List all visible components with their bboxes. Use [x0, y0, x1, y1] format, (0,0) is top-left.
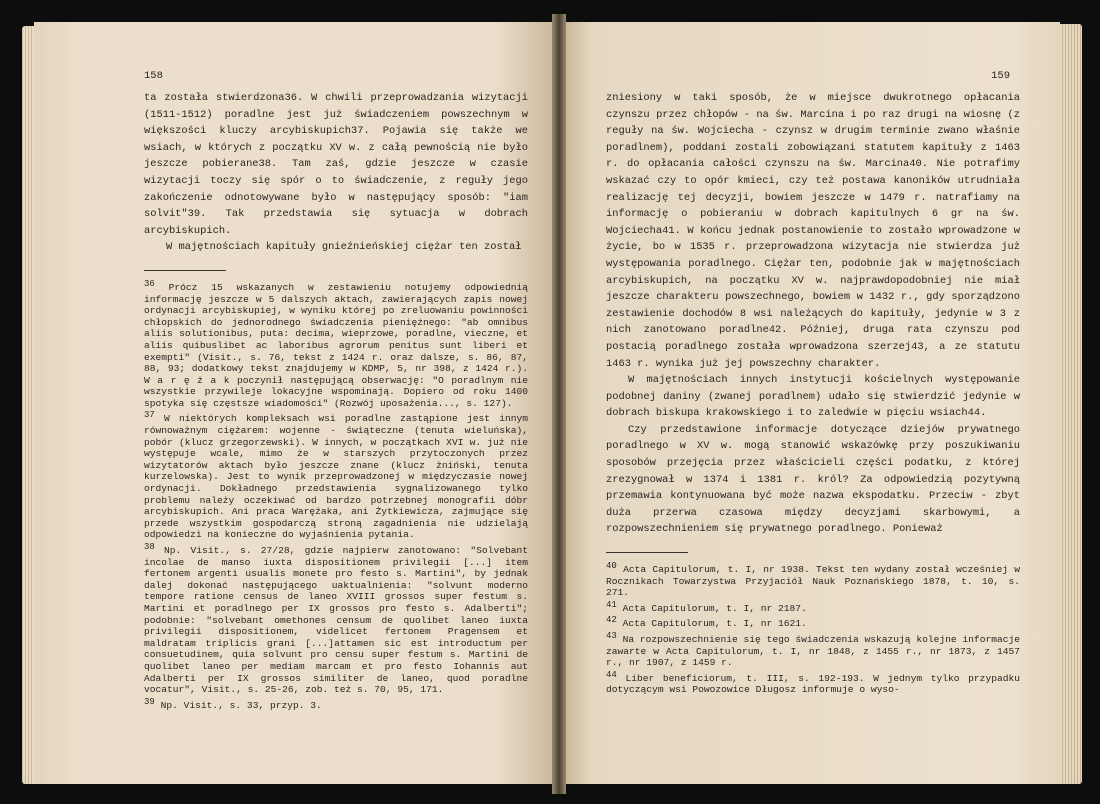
footnote-text: Prócz 15 wskazanych w zestawieniu notujemy odpowiednią informację jeszcze w 5 dalszych aktach, zawierających zapis nowej ordynacji arcybiskupiej, w wyniku której po zreluowaniu powinności chłopskich do jednorodnego świadczenia pieniężnego: "ab omnibus aliis solutionibus, puta: decima, wieprzowe, poradlne, vieczne, et aliis quibuslibet ac laboribus agrorum penitus sunt liberi et exempti" (Visit., s. 76, tekst z 1424 r. oraz dalsze, s. 86, 87, 88, 93; dodatkowy tekst znajdujemy w KDMP, 5, nr 398, z 1424 r.). W a r ę ż a k poczynił następującą obserwację: "O poradlnym nie wszystkie przywileje lokacyjne wspominają. Dopiero od roku 1400 spotyka się częstsze wiadomości" (Rozwój uposażenia..., s. 127).	[144, 281, 528, 409]
footnote-separator-left	[144, 270, 226, 271]
footnote-40	[606, 561, 1020, 599]
right-paragraph-1: zniesiony w taki sposób, że w miejsce dwukrotnego opłacania czynszu przez chłopów - na św. Marcina i po raz drugi na wiosnę (z reguły na św. Wojciecha - czynsz w drugim terminie zwano właśnie poradlnem), poddani zostali zobowiązani statutem kapituły z 1463 r. do opłacania całości czynszu na św. Marcina40. Nie potrafimy wskazać czy to opór kmieci, czy też postawa kanoników utrudniała realizację tej decyzji, bowiem jeszcze w 1479 r. natrafiamy na informację o pobieraniu w dobrach kapitulnych 6 gr na św. Wojciecha41. W końcu jednak postanowienie to zostało wprowadzone w życie, bo w 1535 r. przeprowadzona wizytacja nie stwierdza już występowania poradlnego. Ciężar ten, podobnie jak w majętnościach arcybiskupich, na początku XV w. najprawdopodobniej nie miał jeszcze charakteru powszechnego, bowiem w 1432 r., gdy sporządzono zestawienie dochodów 8 wsi należących do kapituły, jedynie w 3 z nich zanotowano poradlne42. Później, druga rata czynszu pod postacią poradlnego została wprowadzona szerzej43, a ze statutu 1463 r. wynika już jej powszechny charakter.	[606, 92, 1020, 370]
page-number-right: 159	[991, 70, 1010, 82]
footnote-text: Liber beneficiorum, t. III, s. 192-193. W jednym tylko przypadku dotyczącym wsi Powozowice Długosz informuje o wyso-	[606, 672, 1020, 696]
page-stack-right	[1060, 24, 1082, 784]
footnote-number: 38	[144, 542, 155, 552]
open-book	[22, 14, 1082, 794]
footnote-36	[144, 279, 528, 410]
footnote-38	[144, 542, 528, 696]
footnote-37	[144, 410, 528, 541]
right-paragraph-3: Czy przedstawione informacje dotyczące dziejów prywatnego poradlnego w XV w. mogą stanowić wskazówkę przy poszukiwaniu sposobów przejęcia przez właścicieli części podatku, z której zrezygnował w 1374 i 1381 r. król? Za odpowiedzią pozytywną przemawia kontynuowana być może nazwa ekspodatku. Przeciw - zbyt duża przerwa czasowa między decyzjami skarbowymi, a rozpowszechnieniem się prywatnego poradlnego. Ponieważ	[606, 423, 1020, 536]
footnote-separator-right	[606, 552, 688, 553]
right-paragraph-2: W majętnościach innych instytucji kościelnych występowanie podobnej daniny (zwanej poradlnem) udało się stwierdzić jedynie w dobrach biskupa krakowskiego i to zaledwie w pięciu wsiach44.	[606, 374, 1020, 420]
footnote-44	[606, 670, 1020, 696]
footnote-number: 42	[606, 615, 617, 626]
footnote-text: Np. Visit., s. 33, przyp. 3.	[160, 699, 322, 711]
footnote-42	[606, 615, 1020, 630]
footnote-number: 37	[144, 410, 155, 421]
right-body-text	[606, 90, 1020, 538]
left-footnotes	[144, 279, 528, 711]
right-page	[558, 22, 1060, 784]
left-body-text	[144, 90, 528, 256]
left-page	[34, 22, 558, 784]
right-footnotes	[606, 561, 1020, 696]
footnote-43	[606, 631, 1020, 669]
footnote-number: 44	[606, 669, 617, 680]
book-spine	[552, 14, 566, 794]
footnote-text: Acta Capitulorum, t. I, nr 1938. Tekst ten wydany został wcześniej w Rocznikach Towarzystwa Przyjaciół Nauk Poznańskiego 1878, t. 10, s. 271.	[606, 564, 1020, 599]
footnote-text: Acta Capitulorum, t. I, nr 1621.	[622, 618, 807, 630]
footnote-text: Np. Visit., s. 27/28, gdzie najpierw zanotowano: "Solvebant incolae de manso iuxta dispositionem privilegii [...] item fertonem argenti usualis monete pro festo s. Martini", by jednak dalej dokonać następującego uaktualnienia: "solvunt moderno tempore ratione census de laneo XVIII grossos super festum s. Martini et poradlnego per IX grossos pro festo s. Adalberti"; podobnie: "solvebant omethones censum de quolibet laneo iuxta privilegii dispositionem, videlicet fertonem Pragensem et maldratam triplicis grani [...]attamen sic est introductum per consuetudinem, quia solvunt pro censu super festum s. Martini de quolibet laneo per mediam marcam et pro festo Iohannis aut Adalberti per IX grossos similiter de laneo, quod poradlne vocatur", Visit., s. 25-26, zob. też s. 70, 95, 171.	[144, 545, 528, 696]
page-number-left: 158	[144, 70, 163, 82]
footnote-text: Acta Capitulorum, t. I, nr 2187.	[622, 602, 807, 614]
footnote-number: 40	[606, 561, 617, 572]
left-paragraph-2: W majętnościach kapituły gnieźnieńskiej ciężar ten został	[166, 241, 522, 254]
footnote-number: 39	[144, 696, 155, 707]
footnote-39	[144, 697, 528, 712]
footnote-text: W niektórych kompleksach wsi poradlne zastąpione jest innym równoważnym ciężarem: wojenne - świąteczne (tenuta wieluńska), pobór (klucz grzegorzewski). W innych, w początkach XVI w. już nie występuje wcale, mimo że w starszych przytoczonych przez wizytatorów aktach było jeszcze znane (klucz żniński, tenuta kurzelowska). Jest to wynik przeprowadzonej w międzyczasie nowej ordynacji. Dokładnego przedstawienia sygnalizowanego tylko problemu należy oczekiwać od bardzo potrzebnej monografii dóbr arcybiskupich. Ani praca Warężaka, ani Żytkiewicza, zajmujące się przede wszystkim gospodarczą stroną zagadnienia nie udzielają odpowiedzi na konieczne do wyjaśnienia pytania.	[144, 413, 528, 541]
footnote-41	[606, 600, 1020, 615]
footnote-number: 36	[144, 278, 155, 289]
left-paragraph-1: ta została stwierdzona36. W chwili przeprowadzania wizytacji (1511-1512) poradlne jest już świadczeniem powszechnym w większości kluczy arcybiskupich37. Pojawia się także we wsiach, w których z początku XV w. z całą pewnością nie było jeszcze pobierane38. Tam zaś, gdzie jeszcze w czasie wizytacji toczy się spór o to świadczenie, z reguły jego zakończenie odnotowywane było w następujący sposób: "iam solvit"39. Tak przedstawia się sytuacja w dobrach arcybiskupich.	[144, 92, 528, 237]
footnote-text: Na rozpowszechnienie się tego świadczenia wskazują kolejne informacje zawarte w Acta Capitulorum, t. I, nr 1848, z 1455 r., nr 1873, z 1457 r., nr 1907, z 1459 r.	[606, 634, 1020, 669]
footnote-number: 41	[606, 599, 617, 610]
footnote-number: 43	[606, 631, 617, 641]
